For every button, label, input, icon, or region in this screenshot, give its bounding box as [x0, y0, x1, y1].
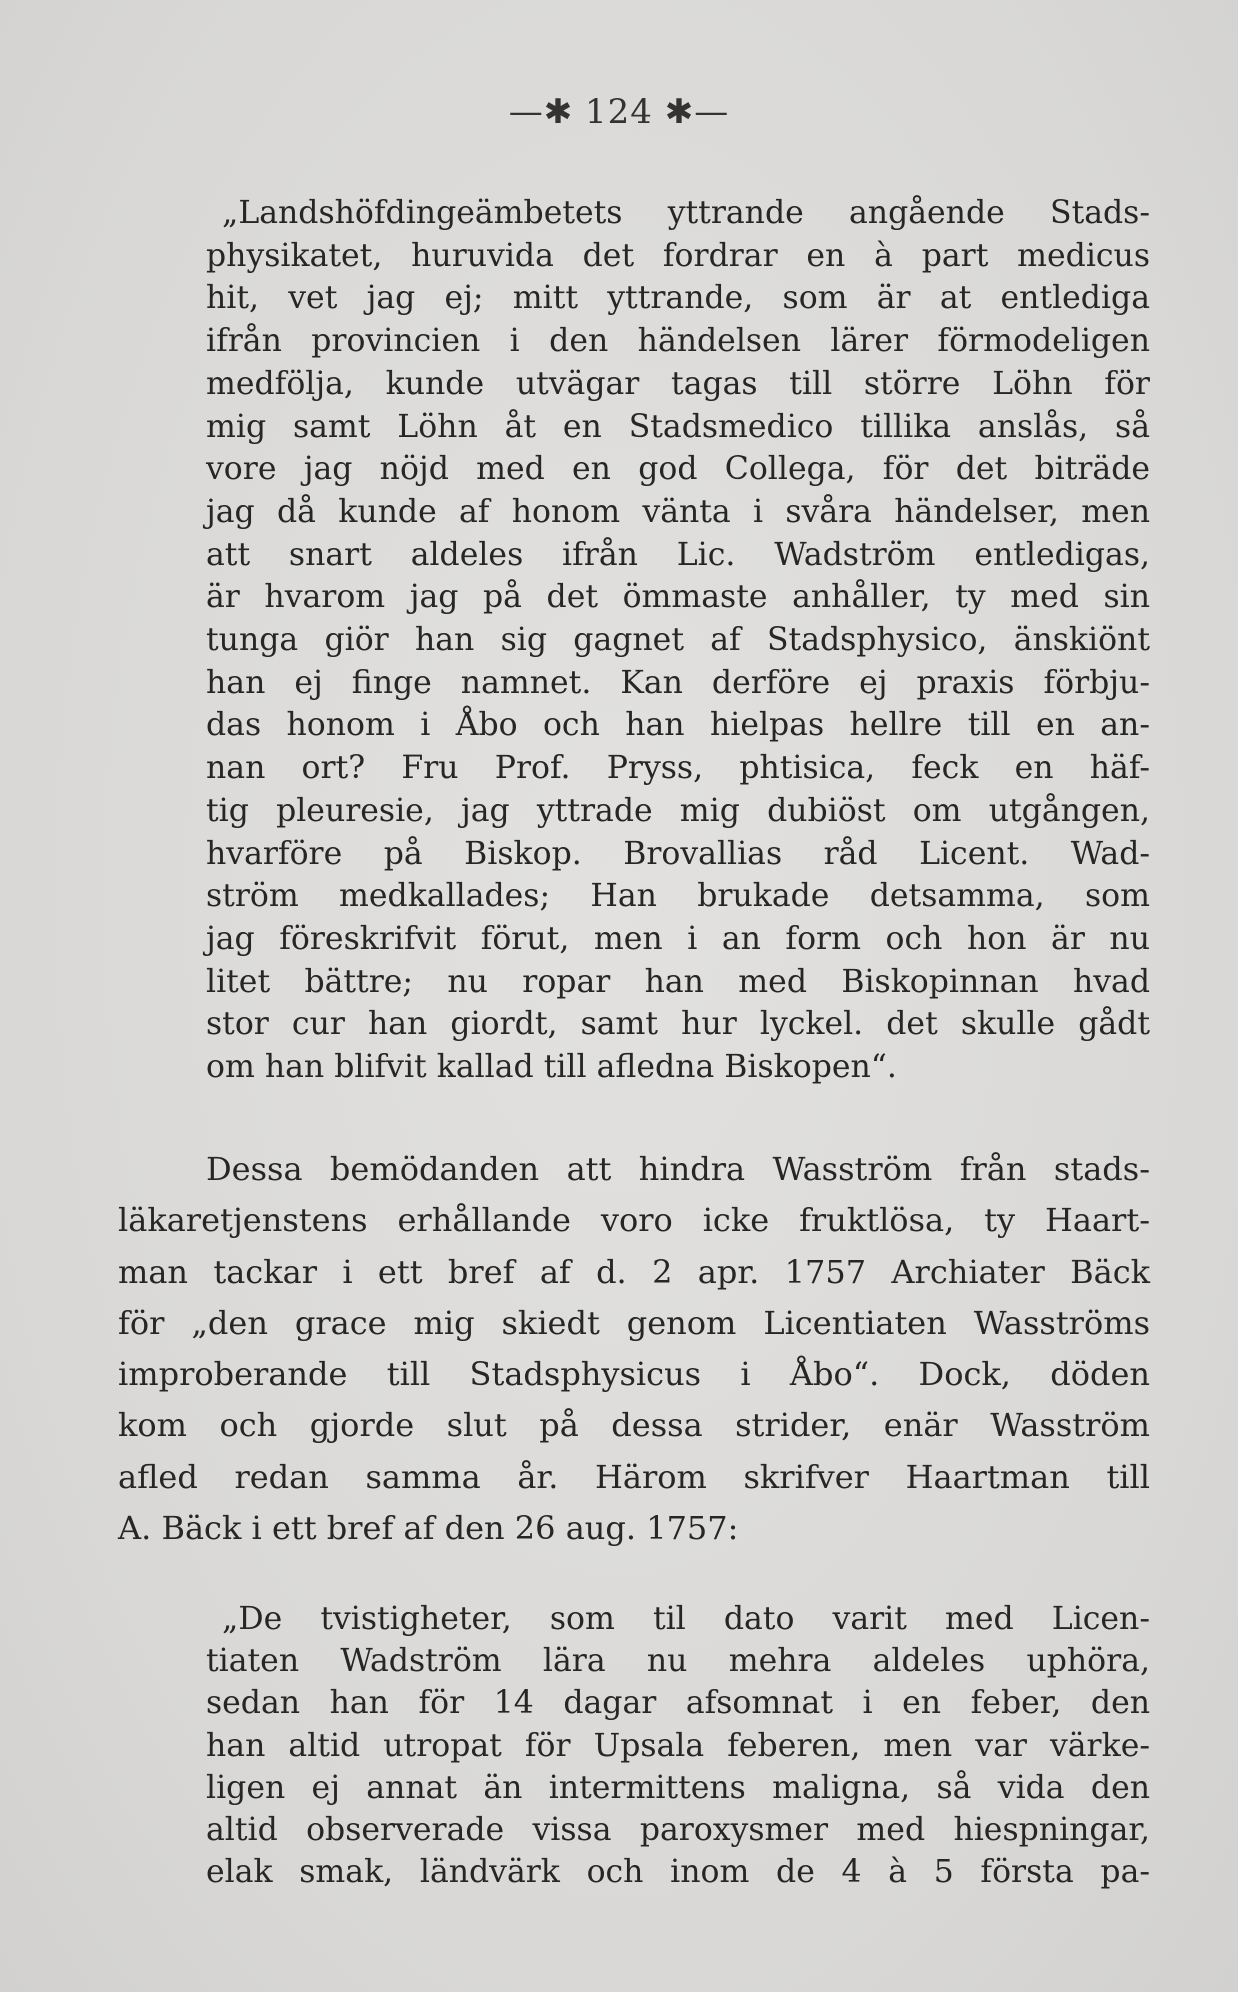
text-line: improberande till Stadsphysicus i Åbo“. Dock, döden — [118, 1355, 1150, 1394]
quote-block-1 — [206, 192, 1150, 1089]
quote-block-2 — [206, 1598, 1150, 1893]
text-line: jag föreskrifvit förut, men i an form och hon är nu — [206, 920, 1150, 957]
text-line: altid observerade vissa paroxysmer med hiespningar, — [206, 1812, 1150, 1849]
text-line: medfölja, kunde utvägar tagas till större Löhn för — [206, 365, 1150, 402]
text-line: hvarföre på Biskop. Brovallias råd Licent. Wad- — [206, 835, 1150, 872]
text-line: vore jag nöjd med en god Collega, för det biträde — [206, 451, 1150, 488]
text-line: man tackar i ett bref af d. 2 apr. 1757 Archiater Bäck — [118, 1252, 1150, 1291]
text-line: kom och gjorde slut på dessa strider, enär Wasström — [118, 1406, 1150, 1445]
page-number: —✱ 124 ✱— — [508, 92, 730, 132]
text-line: tiaten Wadström lära nu mehra aldeles uphöra, — [206, 1643, 1150, 1680]
text-line: tig pleuresie, jag yttrade mig dubiöst om utgången, — [206, 792, 1150, 829]
text-line: läkaretjenstens erhållande voro icke fruktlösa, ty Haart- — [118, 1201, 1150, 1240]
text-line: das honom i Åbo och han hielpas hellre till en an- — [206, 707, 1150, 744]
text-line: Dessa bemödanden att hindra Wasström från stads- — [206, 1150, 1150, 1188]
text-line: ifrån provincien i den händelsen lärer förmodeligen — [206, 323, 1150, 360]
text-line: jag då kunde af honom vänta i svåra händelser, men — [206, 493, 1150, 530]
text-line: han ej finge namnet. Kan derföre ej praxis förbju- — [206, 664, 1150, 701]
text-line: om han blifvit kallad till afledna Biskopen“. — [206, 1049, 897, 1086]
text-line: litet bättre; nu ropar han med Biskopinnan hvad — [206, 963, 1150, 1000]
text-line: är hvarom jag på det ömmaste anhåller, ty med sin — [206, 579, 1150, 616]
text-line: nan ort? Fru Prof. Pryss, phtisica, feck en häf- — [206, 750, 1150, 787]
text-line: „De tvistigheter, som til dato varit med Licen- — [222, 1601, 1150, 1637]
text-line: ligen ej annat än intermittens maligna, så vida den — [206, 1769, 1150, 1806]
text-line: att snart aldeles ifrån Lic. Wadström entledigas, — [206, 536, 1150, 573]
text-line: afled redan samma år. Härom skrifver Haartman till — [118, 1457, 1150, 1496]
text-line: för „den grace mig skiedt genom Licentiaten Wasströms — [118, 1303, 1150, 1342]
text-line: „Landshöfdingeämbetets yttrande angående Stads- — [222, 195, 1150, 231]
text-line: ström medkallades; Han brukade detsamma, som — [206, 878, 1150, 915]
text-line: sedan han för 14 dagar afsomnat i en feber, den — [206, 1685, 1150, 1722]
text-line: physikatet, huruvida det fordrar en à part medicus — [206, 237, 1150, 274]
text-line: A. Bäck i ett bref af den 26 aug. 1757: — [118, 1509, 739, 1548]
text-line: hit, vet jag ej; mitt yttrande, som är at entlediga — [206, 280, 1150, 317]
body-paragraph — [118, 1144, 1150, 1554]
text-line: stor cur han giordt, samt hur lyckel. det skulle gådt — [206, 1006, 1150, 1043]
text-line: mig samt Löhn åt en Stadsmedico tillika anslås, så — [206, 408, 1150, 445]
text-line: han altid utropat för Upsala feberen, men var värke- — [206, 1727, 1150, 1764]
text-line: elak smak, ländvärk och inom de 4 à 5 första pa- — [206, 1854, 1150, 1891]
text-line: tunga giör han sig gagnet af Stadsphysico, änskiönt — [206, 622, 1150, 659]
